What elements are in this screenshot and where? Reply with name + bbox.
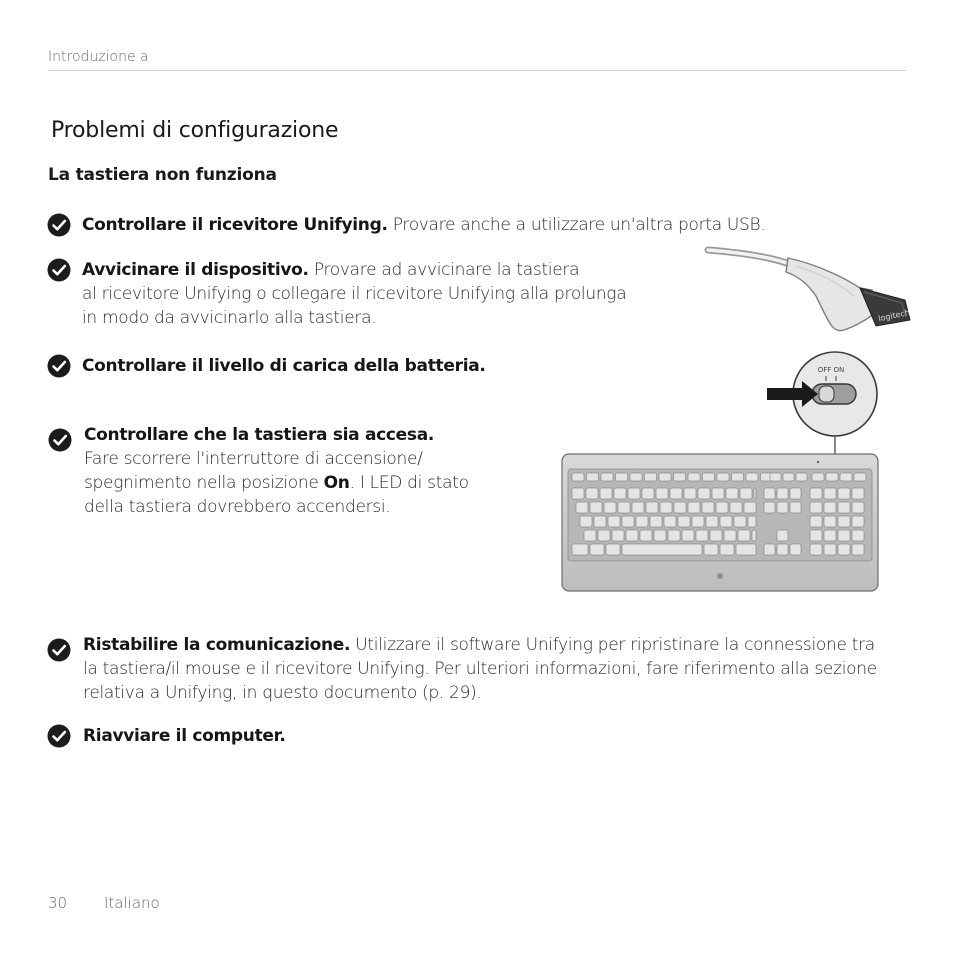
page-number: 30: [48, 894, 68, 912]
item-text: in modo da avvicinarlo alla tastiera.: [82, 308, 377, 328]
list-item: [83, 633, 877, 705]
keyboard-illustration: [560, 350, 880, 595]
item-text: Utilizzare il software Unifying per ripristinare la connessione tra: [350, 635, 875, 655]
check-icon: [48, 428, 72, 452]
item-text: al ricevitore Unifying o collegare il ricevitore Unifying alla prolunga: [82, 284, 627, 304]
item-heading: Controllare il ricevitore Unifying.: [82, 215, 388, 235]
item-text: Provare ad avvicinare la tastiera: [308, 260, 580, 280]
receiver-brand-label: logitech: [877, 307, 911, 324]
check-icon: [47, 724, 71, 748]
item-heading: Avvicinare il dispositivo.: [82, 260, 309, 280]
header-section: Introduzione a: [48, 49, 149, 65]
footer-language: Italiano: [104, 894, 160, 912]
item-text: Provare anche a utilizzare un'altra porta USB.: [387, 215, 766, 235]
item-heading: Controllare il livello di carica della batteria.: [82, 356, 486, 376]
item-text: della tastiera dovrebbero accendersi.: [84, 497, 391, 517]
list-item: [82, 258, 626, 330]
list-item: [82, 213, 765, 237]
item-emphasis: On: [323, 473, 350, 493]
item-heading: Controllare che la tastiera sia accesa.: [84, 425, 435, 445]
item-text: spegnimento nella posizione: [84, 473, 324, 493]
list-item: [83, 724, 285, 748]
check-icon: [47, 354, 71, 378]
page-title: Problemi di configurazione: [51, 118, 339, 143]
item-heading: Ristabilire la comunicazione.: [83, 635, 351, 655]
receiver-extension-illustration: [700, 240, 915, 340]
check-icon: [47, 258, 71, 282]
item-text: . I LED di stato: [349, 473, 469, 493]
check-icon: [47, 638, 71, 662]
item-text: relativa a Unifying, in questo documento (p. 29).: [83, 683, 482, 703]
list-item: [84, 423, 469, 519]
header-divider: [48, 70, 906, 71]
section-subtitle: La tastiera non funziona: [48, 165, 277, 185]
item-text: Fare scorrere l'interruttore di accensione/: [84, 449, 423, 469]
check-icon: [47, 213, 71, 237]
item-heading: Riavviare il computer.: [83, 726, 286, 746]
item-text: la tastiera/il mouse e il ricevitore Unifying. Per ulteriori informazioni, fare riferimento alla sezione: [83, 659, 877, 679]
list-item: [82, 354, 486, 378]
switch-label: OFF ON: [817, 366, 845, 374]
